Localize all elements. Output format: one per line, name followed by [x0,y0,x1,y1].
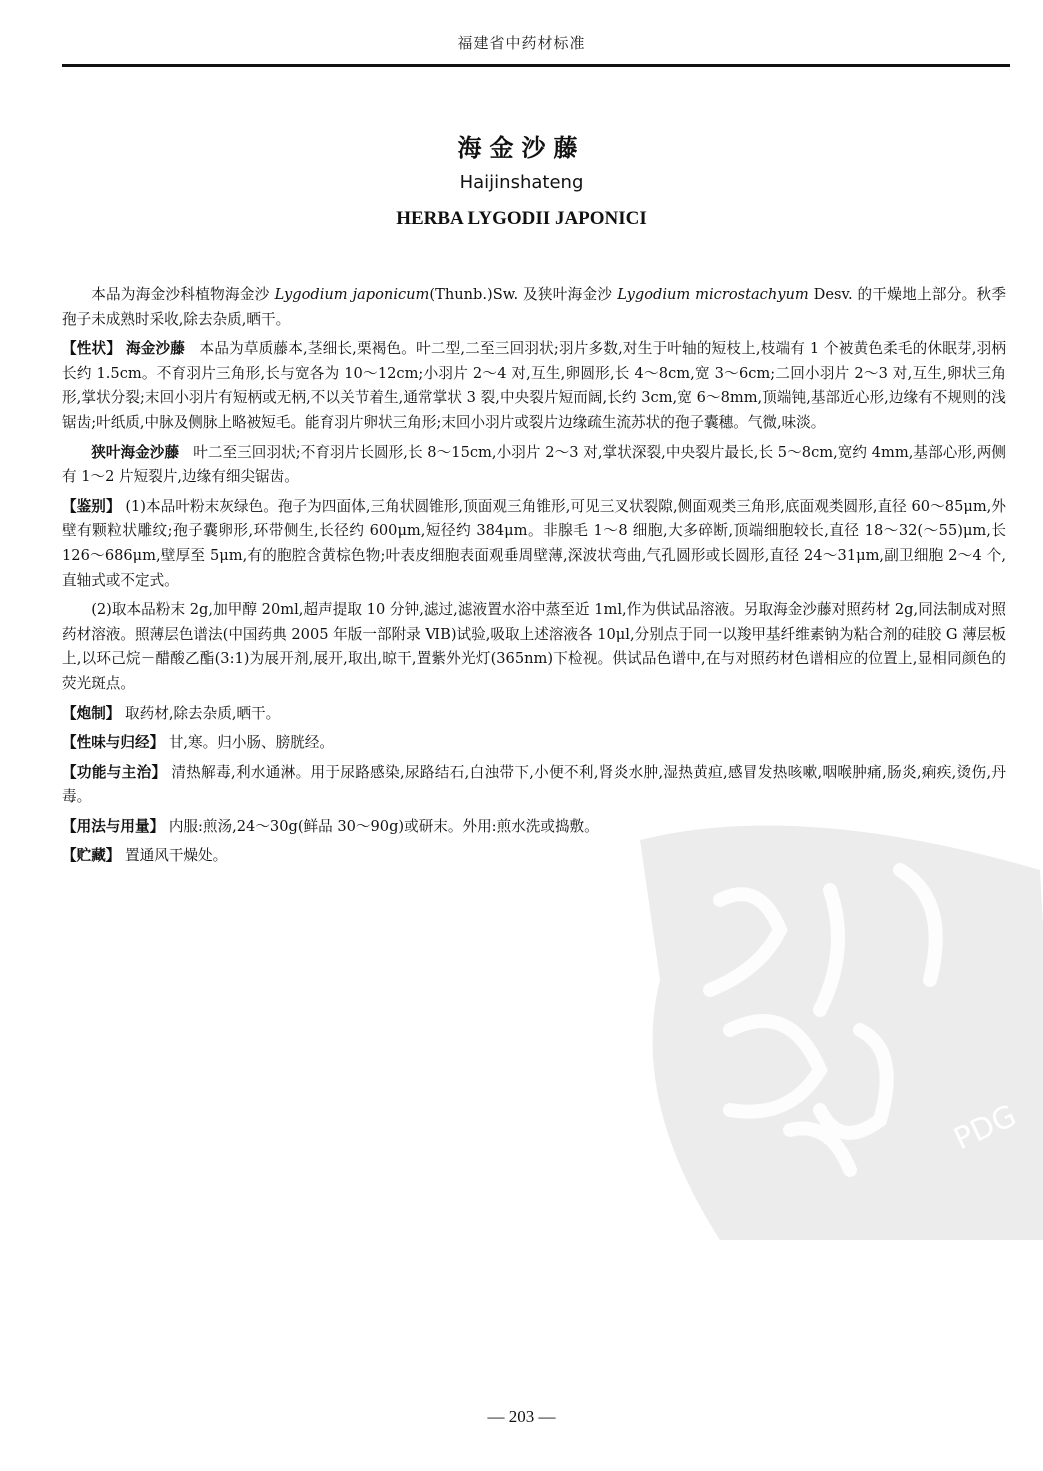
species-name-2: Lygodium microstachyum [617,286,809,303]
section-label-identification: 【鉴别】 [62,497,121,515]
functions-paragraph: 【功能与主治】 清热解毒,利水通淋。用于尿路感染,尿路结石,白浊带下,小便不利,肾炎水肿,湿热黄疸,感冒发热咳嗽,咽喉肿痛,肠炎,痢疾,烫伤,丹毒。 [62,763,1006,806]
monograph-body [62,283,1006,874]
origin-paragraph: 本品为海金沙科植物海金沙 Lygodium japonicum(Thunb.)Sw. 及狭叶海金沙 Lygodium microstachyum Desv. 的干燥地上部分。秋季孢子未成熟时采收,除去杂质,晒干。 [62,286,1006,328]
section-label-processing: 【炮制】 [62,704,121,722]
section-label-storage: 【贮藏】 [62,847,121,865]
subheading-narrow-leaf: 狭叶海金沙藤 [91,443,180,461]
dosage-paragraph: 【用法与用量】 内服:煎汤,24～30g(鲜品 30～90g)或研末。外用:煎水洗或捣敷。 [62,817,599,835]
nature-paragraph: 【性味与归经】 甘,寒。归小肠、膀胱经。 [62,734,334,752]
identification-paragraph-1: 【鉴别】 (1)本品叶粉末灰绿色。孢子为四面体,三角状圆锥形,顶面观三角锥形,可见三叉状裂隙,侧面观类三角形,底面观类圆形,直径 60～85μm,外壁有颗粒状雕纹;孢子囊卵形,环带侧生,长径约 600μm,短径约 384μm。非腺毛 1～8 细胞,大多碎断,顶端细胞较长,直径 18～32(～55)μm,长 126～686μm,壁厚至 5μm,有的胞腔含黄棕色物;叶表皮细胞表面观垂周壁薄,深波状弯曲,气孔圆形或长圆形,直径 24～31μm,副卫细胞 2～4 个,直轴式或不定式。 [62,497,1006,589]
processing-paragraph: 【炮制】 取药材,除去杂质,晒干。 [62,704,281,722]
section-label-description: 【性状】 [62,340,122,358]
entry-latin-name: HERBA LYGODII JAPONICI [396,208,647,229]
watermark-stamp-icon [600,800,1043,1240]
entry-pinyin: Haijinshateng [459,172,584,193]
entry-title: 海金沙藤 [457,133,586,162]
header-rule [62,64,1010,67]
subheading-haijinshateng: 海金沙藤 [125,340,186,358]
storage-paragraph: 【贮藏】 置通风干燥处。 [62,847,228,865]
watermark-text: PDG [948,1098,1022,1158]
section-label-nature: 【性味与归经】 [62,734,165,752]
page-number: — 203 — [487,1407,556,1426]
description-narrow-leaf-paragraph: 狭叶海金沙藤 叶二至三回羽状;不育羽片长圆形,长 8～15cm,小羽片 2～3 对,掌状深裂,中央裂片最长,长 5～8cm,宽约 4mm,基部心形,两侧有 1～2 片短裂片,边缘有细尖锯齿。 [62,443,1006,486]
running-head: 福建省中药材标准 [457,34,586,52]
description-paragraph: 【性状】 海金沙藤 本品为草质藤本,茎细长,栗褐色。叶二型,二至三回羽状;羽片多数,对生于叶轴的短枝上,枝端有 1 个被黄色柔毛的休眠芽,羽柄长约 1.5cm。不育羽片三角形,长与宽各为 10～12cm;小羽片 2～4 对,互生,卵圆形,长 4～8cm,宽 3～6cm;二回小羽片 2～3 对,互生,卵状三角形,掌状分裂;末回小羽片有短柄或无柄,不以关节着生,通常掌状 3 裂,中央裂片短而阔,长约 3cm,宽 6～8mm,顶端钝,基部近心形,边缘有不规则的浅锯齿;叶纸质,中脉及侧脉上略被短毛。能育羽片卵状三角形;末回小羽片或裂片边缘疏生流苏状的孢子囊穗。气微,味淡。 [62,340,1006,431]
section-label-functions: 【功能与主治】 [62,763,167,781]
identification-paragraph-2: (2)取本品粉末 2g,加甲醇 20ml,超声提取 10 分钟,滤过,滤液置水浴中蒸至近 1ml,作为供试品溶液。另取海金沙藤对照药材 2g,同法制成对照药材溶液。照薄层色谱法(中国药典 2005 年版一部附录 ⅥB)试验,吸取上述溶液各 10μl,分别点于同一以羧甲基纤维素钠为粘合剂的硅胶 G 薄层板上,以环己烷－醋酸乙酯(3:1)为展开剂,展开,取出,晾干,置紫外光灯(365nm)下检视。供试品色谱中,在与对照药材色谱相应的位置上,显相同颜色的荧光斑点。 [62,601,1006,692]
species-name-1: Lygodium japonicum [274,286,430,303]
section-label-dosage: 【用法与用量】 [62,817,165,835]
library-watermark [600,800,1043,1240]
